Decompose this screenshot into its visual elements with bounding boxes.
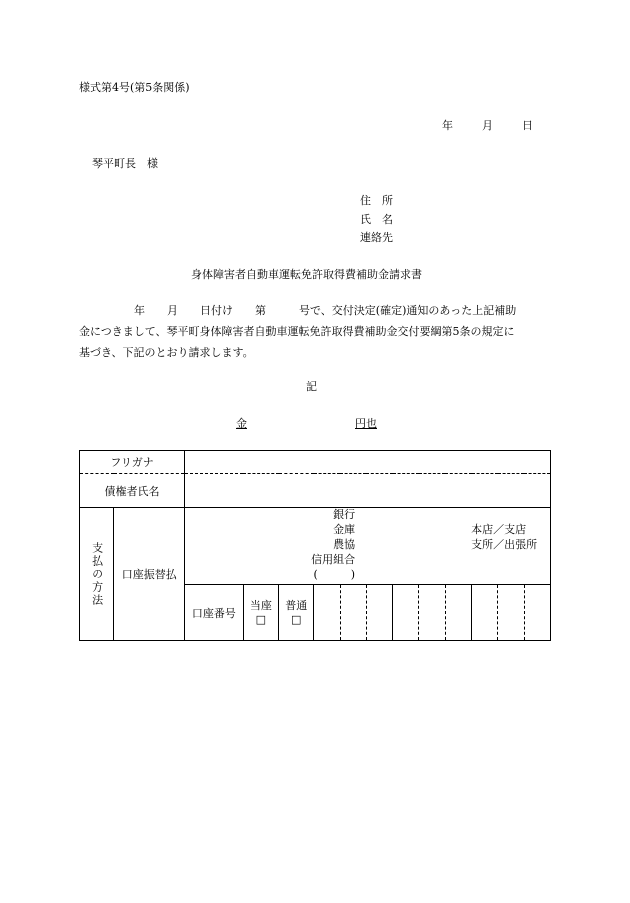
account-digit-9[interactable] [524,585,550,641]
account-digit-4[interactable] [393,585,419,641]
request-table [79,450,551,641]
form-number: 様式第4号(第5条関係) [79,81,190,94]
account-ordinary-cell[interactable] [279,585,314,641]
addressee: 琴平町長 様 [92,157,158,170]
furigana-label: フリガナ [80,451,185,474]
account-digit-7[interactable] [472,585,498,641]
date-month: 月 [482,119,493,132]
bank-cell[interactable] [185,508,551,585]
transfer-label: 口座振替払 [114,508,185,641]
account-current-label: 当座 [249,598,272,612]
account-digit-1[interactable] [314,585,340,641]
account-digit-6[interactable] [445,585,471,641]
bank-type-2: 金庫 [333,523,356,536]
branch-type-2: 支所／出張所 [471,538,538,551]
body-line-2: 金につきまして、琴平町身体障害者自動車運転免許取得費補助金交付要綱第5条の規定に [79,325,515,338]
creditor-label: 債権者氏名 [80,474,185,508]
payment-method-cell [80,508,114,641]
account-digit-8[interactable] [498,585,524,641]
account-ordinary-checkbox[interactable]: □ [291,612,302,626]
amount-line [236,417,377,431]
date-year: 年 [442,119,453,132]
bank-type-1: 銀行 [333,508,356,521]
branch-type-1: 本店／支店 [471,523,527,536]
payment-method-label: 支払の方法 [90,541,104,607]
account-ordinary-label: 普通 [285,598,308,612]
date-line [442,119,533,133]
account-current-cell[interactable] [243,585,278,641]
bank-type-4: 信用組合 [311,553,356,566]
date-day: 日 [522,119,533,132]
ki-heading: 記 [306,380,317,393]
body-line-3: 基づき、下記のとおり請求します。 [79,346,254,359]
contact-label: 連絡先 [360,231,393,244]
furigana-field[interactable] [185,451,551,474]
account-digit-2[interactable] [340,585,366,641]
account-digit-3[interactable] [366,585,392,641]
amount-prefix: 金 [236,417,247,430]
name-label: 氏 名 [360,213,393,226]
account-digit-5[interactable] [419,585,445,641]
bank-type-3: 農協 [333,538,356,551]
bank-type-5: ( ) [313,568,356,581]
document-title: 身体障害者自動車運転免許取得費補助金請求書 [191,268,422,281]
address-label: 住 所 [360,194,393,207]
account-number-label: 口座番号 [185,585,244,641]
creditor-field[interactable] [185,474,551,508]
amount-blank[interactable] [247,418,355,430]
amount-suffix: 円也 [355,417,377,430]
account-current-checkbox[interactable]: □ [255,612,267,626]
body-paragraph [79,300,555,363]
body-line-1: 年 月 日付け 第 号で、交付決定(確定)通知のあった上記補助 [79,304,517,317]
